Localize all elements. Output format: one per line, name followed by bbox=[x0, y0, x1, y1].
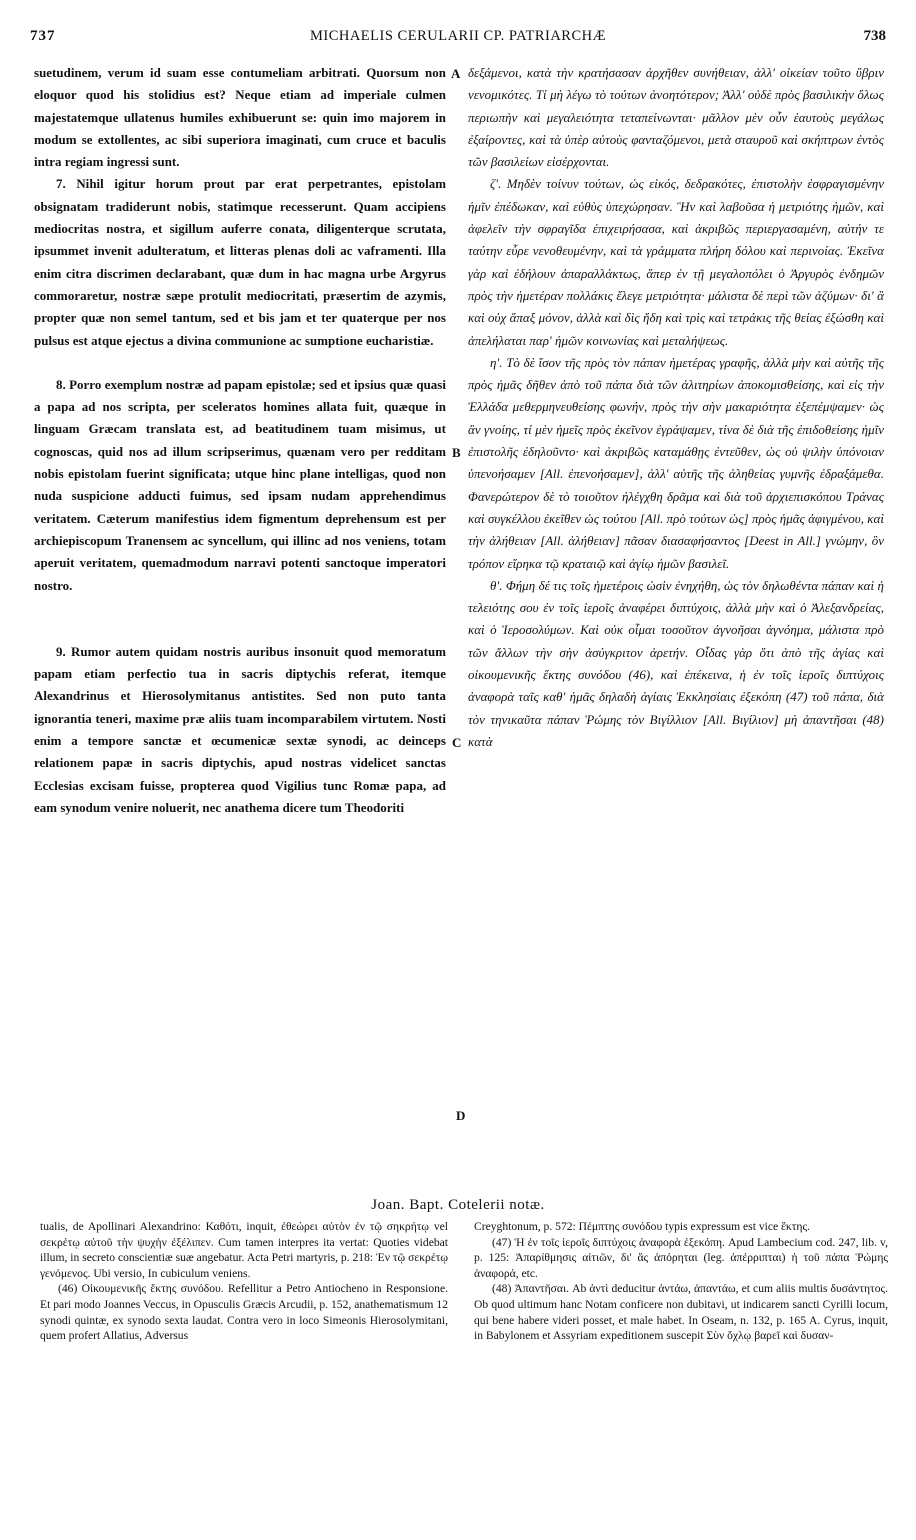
note-46: (46) Οἰκουμενικῆς ἕκτης συνόδου. Refellitur a Petro Antiocheno in Responsione. Et pari modo Joannes Veccus, in Opusculis Græcis Arcudii, p. 152, anathematismum 12 synodi quintæ, ex synodo sexta laudat. Contra vero in loco Simeonis Hierosolymitani, quem profert Allatius, Adversus bbox=[40, 1282, 448, 1343]
margin-marker-b: B bbox=[452, 445, 461, 460]
page-header bbox=[30, 28, 886, 58]
note-48: (48) Ἀπαντῆσαι. Ab ἀντὶ deducitur ἀντάω, ἀπαντάω, et cum aliis multis δυσάντητος. Ob quod ultimum hanc Notam conficere non dubitavi, ut indicarem sancti Cyrilli locum, qui bene habere videri posset, et male habet. In Oseam, n. 132, p. 165 A. Cyrus, inquit, in Babylonem et Assyriam expeditionem suscepit Σὺν ὄχλῳ βαρεῖ καὶ δυσαν- bbox=[474, 1282, 888, 1343]
margin-marker-c: C bbox=[452, 735, 462, 750]
page-number-left: 737 bbox=[30, 28, 56, 44]
note-continued: tualis, de Apollinari Alexandrino: Καθότι, inquit, ἐθεώρει αὐτὸν ἐν τῷ σηκρήτῳ vel σεκρέτῳ αὐτοῦ τὴν ψυχὴν ἐξέλιπεν. Cum tamen interpres ita vertat: Quoties videbat illum, in secreto conscientiæ suæ angebatur. Acta Petri martyris, p. 218: Ἐν τῷ σεκρέτῳ γενόμενος. Ubi versio, In cubiculum veniens. bbox=[40, 1220, 448, 1280]
notes-left-column bbox=[40, 1219, 448, 1344]
margin-marker-a: A bbox=[451, 66, 461, 81]
latin-paragraph-7: 7. Nihil igitur horum prout par erat perpetrantes, epistolam obsignatam tradiderunt nobis, statimque recesserunt. Quam accipiens mediocritas nostra, et sigillum auferre conata, diligenterque scrutata, ipsummet invenit adulteratum, et litteras plenas doli ac vaframenti. Illa enim citra discrimen declarabant, quæ dum in hac magna urbe Argyrus commoraretur, nostræ sæpe protulit mediocritati, præsertim de azymis, propter quæ non semel tantum, sed et bis jam et ter quaterque per nos pulsus est atque ejectus a divina communione ac sumptione eucharistiæ. bbox=[34, 177, 446, 348]
greek-column bbox=[468, 62, 884, 753]
latin-paragraph-8: 8. Porro exemplum nostræ ad papam epistolæ; sed et ipsius quæ quasi a papa ad nos scripta, per sceleratos homines allata fuit, quæque in linguam Græcam translata est, ad beatitudinem tuam misimus, ut cognoscas, quid nos ad illum scripserimus, quænam vero per redditam nobis epistolam fuerint significata; utque hinc plane intelligas, quod non nuda suspicione adducti fuimus, sed ipsam nudam apprehendimus veritatem. Cæterum manifestius idem figmentum deprehensum est per archiepiscopum Tranensem ac syncellum, qui illinc ad nos veniens, totam aperuit veritatem, quemadmodum narravi potenti sanctoque imperatori nostro. bbox=[34, 377, 446, 593]
running-title: MICHAELIS CERULARII CP. PATRIARCHÆ bbox=[309, 28, 607, 44]
latin-paragraph-continued: suetudinem, verum id suam esse contumeliam arbitrati. Quorsum non eloquor quod his stolidius est? Neque etiam ad imperiale culmen majestatemque ullatenus humiles exhibuerunt se: quin imo majorem in modum se extollentes, ac sibi superiora imaginati, cum cruce et baculis intra regiam ingressi sunt. bbox=[34, 66, 446, 170]
greek-paragraph-7: ζ'. Μηδὲν τοίνυν τούτων, ὡς εἰκός, δεδρακότες, ἐπιστολὴν ἐσφραγισμένην ἡμῖν ἐπέδωκαν, καὶ εὐθὺς ὑπεχώρησαν. Ἣν καὶ λαβοῦσα ἡ μετριότης ἡμῶν, καὶ ἀφελεῖν τὴν σφραγῖδα ἐπιχειρήσασα, καὶ ἀκριβῶς περιεργασαμένη, αὐτήν τε ταύτην εὗρε νενοθευμένην, καὶ τὰ γράμματα πλήρη δόλου καὶ περινοίας. Ἐκεῖνα γὰρ καὶ ἐδήλουν ἀπαραλλάκτως, ἅπερ ἐν τῇ μεγαλοπόλει ὁ Ἀργυρὸς ἐνδημῶν πρὸς τὴν ἡμετέραν πολλάκις ἔλεγε μετριότητα· μάλιστα δὲ περὶ τῶν ἀζύμων· δι' ἃ καὶ οὐχ ἅπαξ μόνον, ἀλλὰ καὶ δὶς ἤδη καὶ τρὶς καὶ τετράκις τῆς θείας ἐξώσθη καὶ ἀπελήλαται παρ' ἡμῶν κοινωνίας καὶ μεταλήψεως. bbox=[468, 177, 884, 348]
note-46-continued: Creyghtonum, p. 572: Πέμπτης συνόδου typis expressum est vice ἕκτης. bbox=[474, 1220, 810, 1233]
latin-column bbox=[34, 62, 446, 819]
notes-title: Joan. Bapt. Cotelerii notæ. bbox=[371, 1197, 545, 1213]
note-47: (47) Ἡ ἐν τοῖς ἱεροῖς διπτύχοις ἀναφορὰ ἐξεκόπη. Apud Lambecium cod. 247, lib. v, p. 125: Ἀπαρίθμησις αἰτιῶν, δι' ἃς ἀπόρηται (leg. ἀπέρριπται) ἡ τοῦ πάπα Ῥώμης ἀναφορά, etc. bbox=[474, 1235, 888, 1280]
greek-paragraph-9: θ'. Φήμη δέ τις τοῖς ἡμετέροις ὠσὶν ἐνηχήθη, ὡς τὸν δηλωθέντα πάπαν καὶ ἡ τελειότης σου ἐν τοῖς ἱεροῖς ἀναφέρει διπτύχοις, ἀλλὰ μὴν καὶ ὁ Ἀλεξανδρείας, καὶ ὁ Ἱεροσολύμων. Καὶ οὐκ οἶμαι τοσοῦτον ἀγνοῆσαι ἀγνόημα, μάλιστα πρὸ τῶν ἄλλων τὴν σὴν ἀσύγκριτον ἀρετήν. Οἶδας γὰρ ὅτι ἀπὸ τῆς ἁγίας καὶ οἰκουμενικῆς ἕκτης συνόδου (46), καὶ ἐπέκεινα, ἡ ἐν τοῖς ἱεροῖς διπτύχοις ἀναφορὰ ταῖς καθ' ἡμᾶς δηλαδὴ ἁγίαις Ἐκκλησίαις ἐξεκόπη (47) τοῦ πάπα, διὰ τὸν τηνικαῦτα πάπαν Ῥώμης τὸν Βιγίλλιον [All. Βιγίλιον] μὴ ἀπαντῆσαι (48) κατὰ bbox=[468, 578, 884, 749]
greek-paragraph-8: η'. Τὸ δὲ ἴσον τῆς πρὸς τὸν πάπαν ἡμετέρας γραφῆς, ἀλλὰ μὴν καὶ αὐτῆς τῆς πρὸς ἡμᾶς δῆθεν ἀπὸ τοῦ πάπα διὰ τῶν ἀλιτηρίων ἀποκομισθείσης, καὶ εἰς τὴν Ἑλλάδα μεθερμηνευθείσης φωνήν, πρὸς τὴν σὴν μακαριότητα ἐξεπέμψαμεν· ὡς ἂν γνοίης, τί μὲν ἡμεῖς πρὸς ἐκεῖνον ἐγράψαμεν, τίνα δὲ διὰ τῆς ἐπιδοθείσης ἡμῖν ἐπιστολῆς ἐδηλοῦντο· καὶ ἀκριβῶς καταμάθῃς ἐντεῦθεν, ὡς οὐ ψιλὴν ὑπόνοιαν ὑπενοήσαμεν [All. ἐπενοήσαμεν], ἀλλ' αὐτῆς τῆς ἀληθείας γυμνῆς ἐδραξάμεθα. Φανερώτερον δὲ τὸ τοιοῦτον ἠλέγχθη δρᾶμα καὶ διὰ τοῦ ἀρχιεπισκόπου Τράνας καὶ συγκέλλου ἐκεῖθεν ὡς τούτου [All. πρὸ τούτων ὡς] πρὸς ἡμᾶς ἀφιγμένου, καὶ τὴν ἀλήθειαν [All. ἀλήθειαν] πᾶσαν διασαφήσαντος [Deest in All.] γνώμην, ὃν τρόπον εἴρηκα τῷ κραταιῷ καὶ ἁγίῳ ἡμῶν βασιλεῖ. bbox=[468, 355, 884, 571]
latin-paragraph-9: 9. Rumor autem quidam nostris auribus insonuit quod memoratum papam etiam perfectio tua in sacris diptychis referat, itemque Alexandrinus et Hierosolymitanus antistites. Sed non puto tanta ignorantia teneri, maxime præ aliis tuam incomparabilem virtutem. Nosti enim a tempore sanctæ et œcumenicæ sextæ synodi, ac deinceps relationem papæ in sacris diptychis, apud nostras videlicet sanctas Ecclesias excisam fuisse, propterea quod Vigilius tunc Romæ papa, ad eam synodum venire noluerit, nec anathema dicere tum Theodoriti bbox=[34, 644, 446, 815]
page-number-right: 738 bbox=[863, 28, 886, 44]
greek-paragraph-continued: δεξάμενοι, κατὰ τὴν κρατήσασαν ἀρχῆθεν συνήθειαν, ἀλλ' οἰκείαν τοῦτο ὕβριν νενομικότες. Τί μὴ λέγω τὸ τούτων ἀνοητότερον; Ἀλλ' οὐδὲ πρὸς βασιλικὴν ὅλως περιωπὴν καὶ μεγαλειότητα τεταπείνωνται· μᾶλλον μὲν οὖν ἑαυτοὺς μεγάλως ἐξαίροντες, καὶ τὰ ὑπὲρ αὐτοὺς φανταζόμενοι, μετὰ σταυροῦ καὶ σκήπτρων ἐντὸς τῶν βασιλείων εἰσέρχονται. bbox=[468, 66, 884, 170]
margin-marker-d: D bbox=[456, 1108, 466, 1123]
notes-right-column bbox=[474, 1219, 888, 1344]
